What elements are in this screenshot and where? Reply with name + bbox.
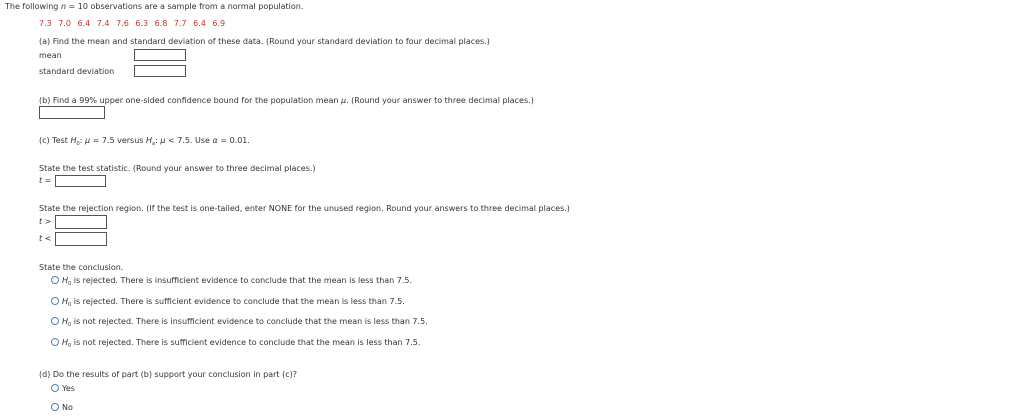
h-symbol: H: [70, 136, 77, 145]
mu-symbol: μ: [340, 96, 347, 105]
less-sign: <: [42, 234, 52, 243]
option-1-text: is rejected. There is insufficient evidence to conclude that the mean is less than 7.5.: [71, 276, 413, 285]
standard-deviation-input[interactable]: [134, 65, 186, 77]
h-symbol: H: [62, 297, 69, 306]
t-greater-label: [39, 217, 51, 227]
observations-list: 7.3 7.0 6.4 7.4 7.6 6.3 6.8 7.7 6.4 6.9: [39, 19, 226, 28]
t-symbol: t: [39, 217, 43, 226]
conclusion-option-1[interactable]: [62, 276, 412, 286]
yes-label[interactable]: Yes: [62, 384, 75, 393]
test-versus: = 7.5 versus: [90, 136, 146, 145]
part-b-prompt-start: (b) Find a 99% upper one-sided confidence bound for the population mean: [39, 96, 341, 105]
sd-label: standard deviation: [39, 67, 115, 76]
h0-subscript: 0: [68, 343, 72, 349]
upper-bound-input[interactable]: [39, 106, 105, 119]
part-c-hypothesis: [39, 136, 250, 146]
mu-symbol: μ: [84, 136, 91, 145]
h0-subscript: 0: [68, 281, 72, 287]
equals-sign: =: [42, 176, 52, 185]
ha-subscript: a: [152, 141, 156, 147]
h-symbol: H: [145, 136, 152, 145]
problem-intro: [5, 2, 303, 12]
conclusion-option-4[interactable]: [62, 338, 420, 348]
rejection-region-prompt: State the rejection region. (If the test is one-tailed, enter NONE for the unused region. Round your answers to three decimal places.): [39, 204, 570, 213]
conclusion-option-3[interactable]: [62, 317, 428, 327]
conclusion-radio-4[interactable]: [51, 338, 59, 346]
option-4-text: is not rejected. There is sufficient evidence to conclude that the mean is less than 7.5.: [71, 338, 421, 347]
test-colon-2: :: [155, 136, 161, 145]
h-symbol: H: [62, 276, 69, 285]
h0-subscript: 0: [68, 322, 72, 328]
t-symbol: t: [39, 176, 43, 185]
option-2-text: is rejected. There is sufficient evidence to conclude that the mean is less than 7.5.: [71, 297, 405, 306]
part-d-prompt: (d) Do the results of part (b) support your conclusion in part (c)?: [39, 370, 297, 379]
rejection-upper-input[interactable]: [55, 215, 107, 229]
intro-suffix: = 10 observations are a sample from a normal population.: [66, 2, 304, 11]
conclusion-radio-1[interactable]: [51, 276, 59, 284]
h0-subscript: 0: [76, 141, 80, 147]
part-a-prompt: (a) Find the mean and standard deviation of these data. (Round your standard deviation to four decimal places.): [39, 37, 490, 46]
test-prefix: (c) Test: [39, 136, 71, 145]
test-statistic-prompt: State the test statistic. (Round your answer to three decimal places.): [39, 164, 316, 173]
alpha-symbol: α: [212, 136, 218, 145]
t-equals-label: [39, 176, 51, 186]
no-label[interactable]: No: [62, 403, 73, 412]
part-b-prompt-end: . (Round your answer to three decimal places.): [346, 96, 534, 105]
test-end: = 0.01.: [217, 136, 250, 145]
intro-prefix: The following: [5, 2, 61, 11]
part-b-prompt: [39, 96, 534, 106]
conclusion-option-2[interactable]: [62, 297, 405, 307]
test-use: < 7.5. Use: [165, 136, 213, 145]
no-radio[interactable]: [51, 403, 59, 411]
mean-label: mean: [39, 51, 62, 60]
t-less-label: [39, 234, 51, 244]
option-3-text: is not rejected. There is insufficient evidence to conclude that the mean is less than 7.5.: [71, 317, 428, 326]
t-symbol: t: [39, 234, 43, 243]
rejection-lower-input[interactable]: [55, 232, 107, 246]
h-symbol: H: [62, 338, 69, 347]
h0-subscript: 0: [68, 302, 72, 308]
yes-radio[interactable]: [51, 384, 59, 392]
conclusion-radio-3[interactable]: [51, 317, 59, 325]
h-symbol: H: [62, 317, 69, 326]
n-symbol: n: [60, 2, 67, 11]
conclusion-prompt: State the conclusion.: [39, 263, 124, 272]
mean-input[interactable]: [134, 49, 186, 61]
conclusion-radio-2[interactable]: [51, 297, 59, 305]
greater-sign: >: [42, 217, 52, 226]
test-colon-1: :: [79, 136, 85, 145]
test-statistic-input[interactable]: [55, 175, 106, 187]
mu-symbol: μ: [160, 136, 166, 145]
